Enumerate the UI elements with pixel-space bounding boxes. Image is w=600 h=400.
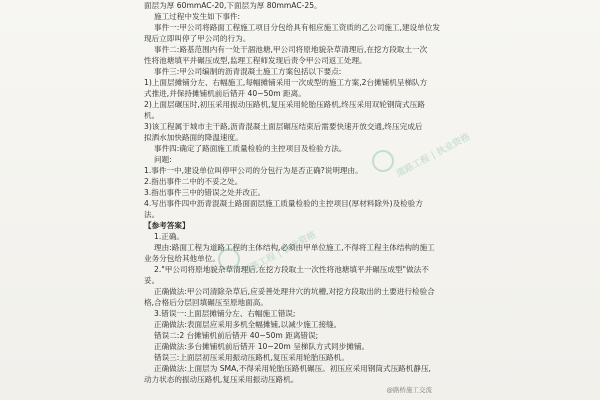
text-line: 动力状态的振动压路机,复压采用振动压路机。 [144,375,299,384]
text-line: 格,合格后分层回填碾压至原地面高。 [144,298,268,307]
text-line: 【参考答案】 [144,221,190,230]
text-line: 3.错误一:上面层摊铺分左、右幅施工错误; [154,309,296,318]
footer-badge: @路桥施工交流 [386,386,432,394]
text-line: 事件二:路基范围内有一处干涸池塘,甲公司将原地貌杂草清理后,在挖方段取土一次 [154,45,428,54]
text-line: 理由:路面工程为道路工程的主体结构,必须由甲单位施工,不得将工程主体结构的施工 [154,243,435,252]
text-line: 1.事件一中,建设单位叫停甲公司的分包行为是否正确?说明理由。 [144,166,363,175]
text-line: 正确做法:上面层为 SMA,不得采用轮胎压路机碾压。初压应采用钢筒式压路机静压, [154,364,431,373]
text-line: 事件一:甲公司将路面工程施工项目分包给具有相应施工资质的乙公司施工,建设单位发 [154,23,440,32]
watermark-text: 道路工程 | 执业资格 [241,230,318,278]
text-line: 问题: [154,155,172,164]
text-line: 正确做法:表面层应采用多机全幅摊铺,以减少施工接缝。 [154,320,342,329]
text-line: 1)上面层摊铺分左、右幅施工,每幅摊铺采用一次成型的施工方案,2台摊铺机呈梯队方 [144,78,428,87]
text-line: 业务分包给其他单位。 [144,254,220,263]
text-line: 错误二:2 台摊铺机前后错开 40~50m 距离错误; [154,331,319,340]
text-line: 现后立即叫停了甲公司的行为。 [144,34,251,43]
text-line: 事件四:确定了路面施工质量检验的主控项目及检验方法。 [154,144,347,153]
text-line: 正确做法:多台摊铺机前后错开 10~20m 呈梯队方式同步摊铺。 [154,342,370,351]
document-text [144,0,464,385]
text-line: 拟洒水加快路面的降温速度。 [144,133,243,142]
text-line: 性将池塘填平并碾压成型,监理工程师发现后责令甲公司返工处理。 [144,56,367,65]
text-line: 2."甲公司将原地貌杂草清理后,在挖方段取土一次性将池塘填平并碾压成型"做法不 [154,265,429,274]
text-line: 1.正确。 [154,232,185,241]
text-line: 2)上面层碾压时,初压采用振动压路机,复压采用轮胎压路机,终压采用双轮钢筒式压路 [144,100,425,109]
text-line: 机。 [144,111,160,120]
text-line: 正确做法:甲公司清除杂草后,应妥善处理井穴的坑槽,对挖方段取出的土要进行检验合 [154,287,435,296]
text-line: 4.写出事件四中沥青混凝土路面面层施工质量检验的主控项目(厚材料除外)及检验方 [144,199,423,208]
text-line: 3)该工程属于城市主干路,沥青混凝土面层碾压结束后需要快速开放交通,终压完成后 [144,122,423,131]
text-line: 施工过程中发生如下事件: [154,12,241,21]
text-line: 法。 [144,210,160,219]
text-line: 式推进,并保持摊铺机前后错开 40~50m 距离。 [144,89,306,98]
text-line: 错误三:上面层初压采用振动压路机,复压采用轮胎压路机。 [154,353,349,362]
text-line: 面层为厚 60mmAC-20,下面层为厚 80mmAC-25。 [144,1,322,10]
text-line: 2.指出事件二中的不妥之处。 [144,177,243,186]
watermark-text: 道路工程 | 执业资格 [395,132,472,180]
text-line: 妥。 [144,276,160,285]
text-line: 事件三:甲公司编制的沥青混凝土施工方案包括以下要点: [154,67,342,76]
text-line: 3.指出事件三中的错误之处并改正。 [144,188,266,197]
